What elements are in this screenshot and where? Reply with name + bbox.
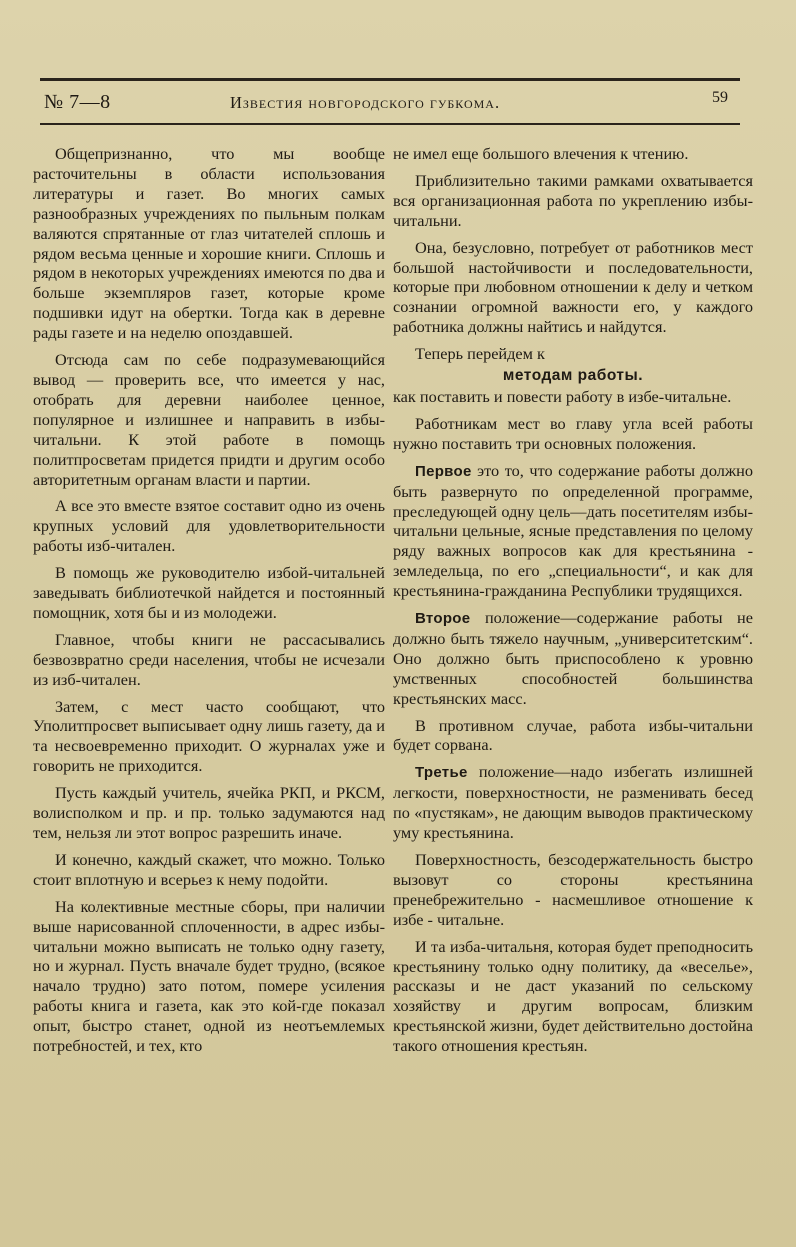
paragraph-first-point bbox=[393, 461, 753, 601]
paragraph: Главное, чтобы книги не рассасывались безвозвратно среди населения, чтобы не исчезали из изб-читален. bbox=[33, 629, 385, 689]
paragraph: А все это вместе взятое составит одно из очень крупных условий для удовлетворительности работы изб-читален. bbox=[33, 496, 385, 556]
paragraph: Затем, с мест часто сообщают, что Уполитпросвет выписывает одну лишь газету, да и та несвоевременно приходит. О журналах уже и говорить не приходится. bbox=[33, 696, 385, 776]
paragraph: Пусть каждый учитель, ячейка РКП, и РКСМ, волисполком и пр. и пр. только задумаются над тем, нельзя ли этот вопрос разрешить иначе. bbox=[33, 783, 385, 842]
paragraph: Работникам мест во главу угла всей работы нужно поставить три основных положения. bbox=[393, 413, 753, 453]
section-heading: методам работы. bbox=[502, 367, 644, 385]
point-text: положение—надо избегать излишней легкости, поверхностности, не разменивать бесед по «пустякам», не дающим выводов практическому уму крестьянина. bbox=[393, 762, 753, 843]
paragraph: И конечно, каждый скажет, что можно. Только стоит вплотную и всерьез к нему подойти. bbox=[33, 849, 385, 889]
paragraph: Общепризнанно, что мы вообще расточительны в области использования литературы и газет. Во многих самых разнообразных учреждениях по пыльным полкам валяются спрятанные от глаз читателей сплошь и рядом весьма ценные и хорошие книги. Сплошь и рядом в некоторых учреждениях имеются по два и больше экземпляров газет, которые кроме подшивки идут на обертки. Тогда как в деревне рады газете и на неделю опоздавшей. bbox=[33, 144, 385, 343]
paragraph: В помощь же руководителю избой-читальней заведывать библиотечкой найдется и постоянный помощник, хотя бы и из молодежи. bbox=[33, 563, 385, 622]
point-label: Второе bbox=[415, 610, 471, 628]
paragraph: Поверхностность, безсодержательность быстро вызовут со стороны крестьянина пренебрежительно - насмешливое отношение к избе - читальне. bbox=[393, 850, 753, 929]
issue-number: № 7—8 bbox=[44, 91, 111, 113]
point-text: положение—содержание работы не должно быть тяжело научным, „университетским“. Оно должно быть приспособлено к уровню умственных способностей большинства крестьянских масс. bbox=[393, 608, 753, 708]
header-rule-bottom bbox=[40, 123, 740, 125]
paragraph: Она, безусловно, потребует от работников мест большой настойчивости и последовательности, которые при любовном отношении к делу и четком сознании огромной важности его, у каждого работника должны найтись и найдутся. bbox=[393, 237, 753, 337]
right-column bbox=[393, 144, 753, 1063]
paragraph-third-point bbox=[393, 762, 753, 843]
page-number: 59 bbox=[712, 89, 728, 106]
paragraph: Приблизительно такими рамками охватывается вся организационная работа по укреплению избы-читальни. bbox=[393, 170, 753, 230]
paragraph-continuation: не имел еще большого влечения к чтению. bbox=[393, 144, 689, 163]
left-column bbox=[33, 144, 385, 1063]
header-rule-top bbox=[40, 78, 740, 81]
paragraph-second-point bbox=[393, 608, 753, 709]
paragraph: На колективные местные сборы, при наличии выше нарисованной сплоченности, в адрес избы-читальни можно выписать не только одну газету, но и журнал. Пусть вначале будет трудно, (всякое начало трудно) зато потом, помере усиления работы книга и газета, как это кой-где показал опыт, быстро станет, одной из неотъемлемых потребностей, и тех, кто bbox=[33, 896, 385, 1056]
point-label: Первое bbox=[415, 462, 472, 480]
paragraph: В противном случае, работа избы-читальни будет сорвана. bbox=[393, 715, 753, 755]
page-header bbox=[40, 78, 740, 128]
paragraph: как поставить и повести работу в избе-читальне. bbox=[393, 386, 732, 406]
paragraph: И та изба-читальня, которая будет преподносить крестьянину только одну политику, да «веселье», рассказы и не даст указаний по сельскому хозяйству и другим вопросам, близким крестьянской жизни, будет действительно достойна такого отношения крестьян. bbox=[393, 936, 753, 1056]
paragraph: Теперь перейдем к bbox=[415, 344, 545, 364]
journal-title: Известия новгородского губкома. bbox=[230, 93, 501, 112]
point-text: это то, что содержание работы должно быть развернуто по определенной программе, преследующей одну цель—дать посетителям избы-читальни цельные, ясные представления по целому ряду важных вопросов как для крестьянина - земледельца, по его „специальности“, и как для крестьянина-гражданина Республики трудящихся. bbox=[393, 460, 753, 601]
point-label: Третье bbox=[415, 764, 468, 782]
paragraph: Отсюда сам по себе подразумевающийся вывод — проверить все, что имеется у нас, отобрать для деревни наиболее ценное, популярное и излишнее и направить в избы-читальни. К этой работе в помощь политпросветам придется придти и другим особо авторитетным органам власти и партии. bbox=[33, 350, 385, 489]
